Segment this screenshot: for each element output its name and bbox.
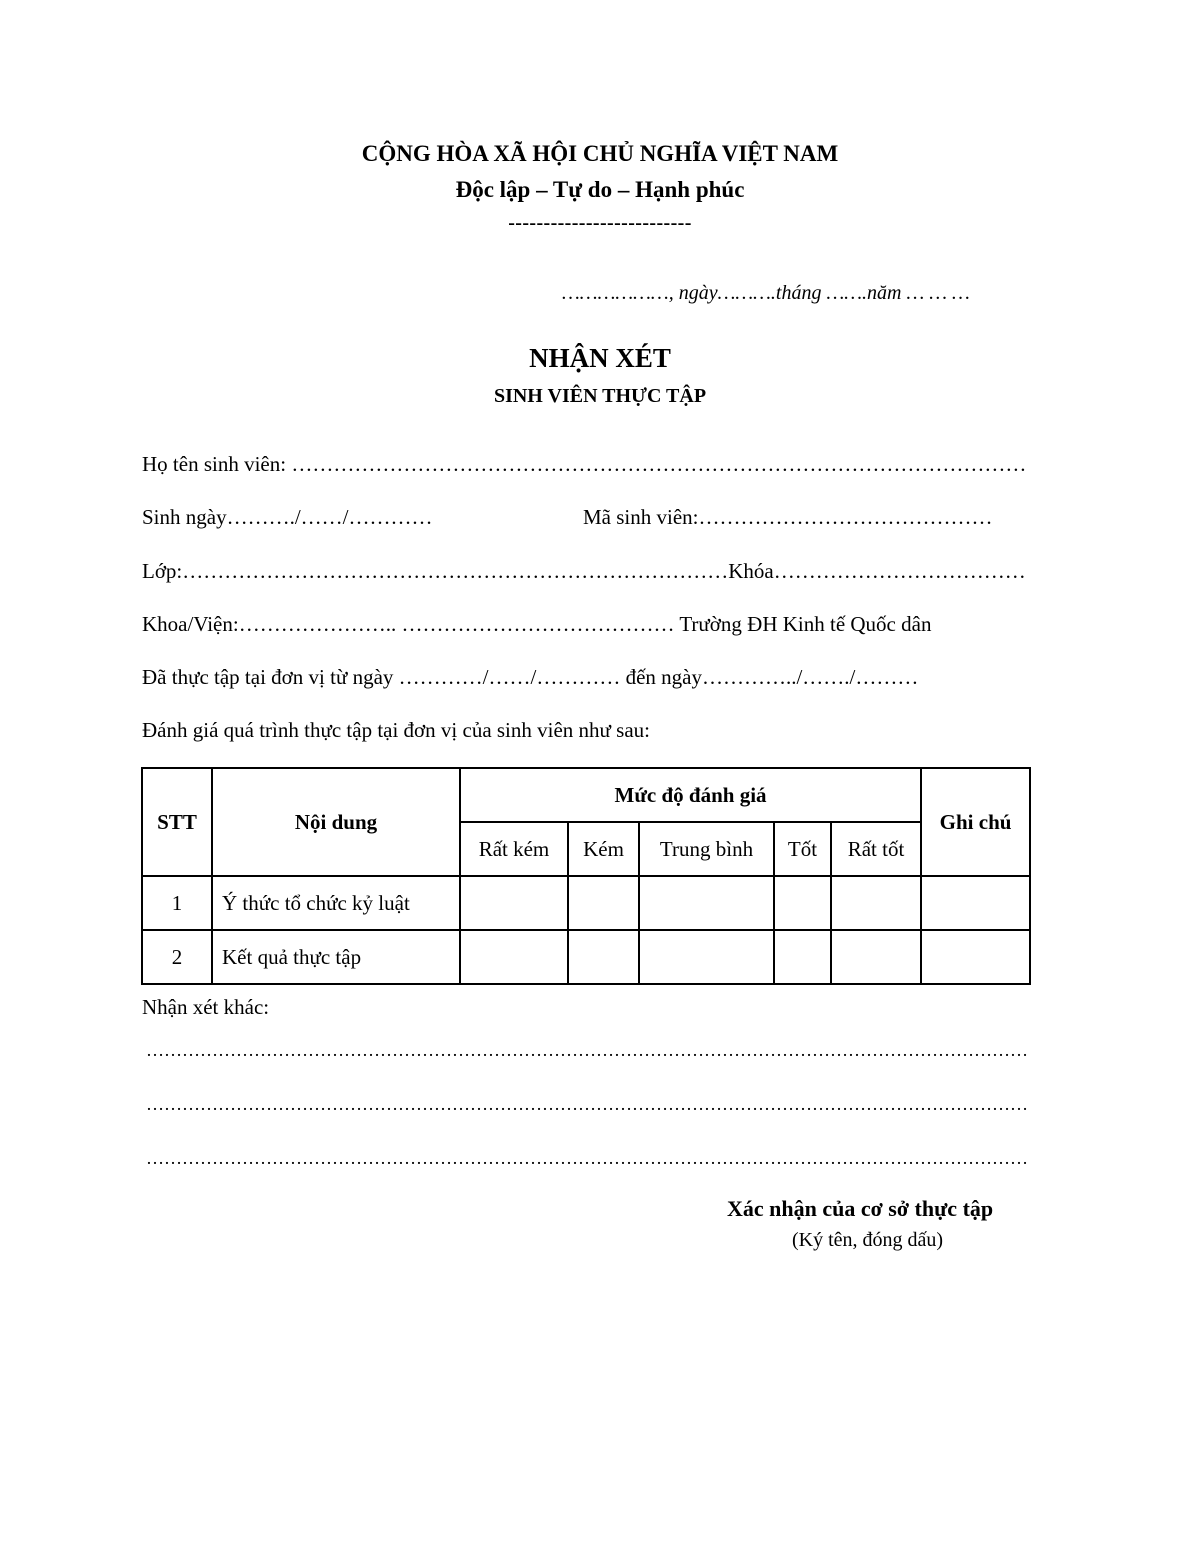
student-id-field: Mã sinh viên:…………………………………… bbox=[583, 505, 993, 529]
rating-cell[interactable] bbox=[460, 930, 568, 984]
signature-note: (Ký tên, đóng dấu) bbox=[792, 1229, 944, 1251]
document-subtitle: SINH VIÊN THỰC TẬP bbox=[493, 385, 707, 407]
faculty-field: Khoa/Viện:………………….. ………………………………… Trường ĐH Kinh tế Quốc dân bbox=[142, 612, 932, 636]
rating-cell[interactable] bbox=[460, 876, 568, 930]
level-poor: Kém bbox=[568, 822, 639, 876]
header-stt: STT bbox=[142, 768, 212, 876]
confirmation-title: Xác nhận của cơ sở thực tập bbox=[727, 1196, 994, 1221]
comment-line[interactable]: ………………………………………………………………………………………………………………………………… bbox=[146, 1148, 1028, 1168]
note-cell[interactable] bbox=[921, 930, 1030, 984]
row-stt: 2 bbox=[142, 930, 212, 984]
student-name-field: Họ tên sinh viên: …………………………………………………………………………………………… bbox=[142, 452, 1027, 476]
rating-cell[interactable] bbox=[831, 930, 921, 984]
level-very-good: Rất tốt bbox=[831, 822, 921, 876]
table-row bbox=[142, 876, 1030, 930]
class-field: Lớp:……………………………………………………………………Khóa……………………………… bbox=[142, 559, 1026, 583]
rating-cell[interactable] bbox=[831, 876, 921, 930]
header-content: Nội dung bbox=[212, 768, 460, 876]
evaluation-intro: Đánh giá quá trình thực tập tại đơn vị của sinh viên như sau: bbox=[142, 718, 651, 742]
national-motto: Độc lập – Tự do – Hạnh phúc bbox=[455, 177, 745, 202]
level-good: Tốt bbox=[774, 822, 831, 876]
rating-cell[interactable] bbox=[774, 876, 831, 930]
level-average: Trung bình bbox=[639, 822, 774, 876]
note-cell[interactable] bbox=[921, 876, 1030, 930]
rating-cell[interactable] bbox=[774, 930, 831, 984]
document-title: NHẬN XÉT bbox=[529, 343, 671, 373]
other-comments-label: Nhận xét khác: bbox=[142, 995, 270, 1019]
rating-cell[interactable] bbox=[568, 930, 639, 984]
header-note: Ghi chú bbox=[921, 768, 1030, 876]
rating-cell[interactable] bbox=[639, 930, 774, 984]
rating-cell[interactable] bbox=[568, 876, 639, 930]
comment-line[interactable]: ………………………………………………………………………………………………………………………………… bbox=[146, 1094, 1028, 1114]
row-content: Ý thức tổ chức kỷ luật bbox=[212, 876, 460, 930]
rating-cell[interactable] bbox=[639, 876, 774, 930]
table-row bbox=[142, 930, 1030, 984]
date-line: ………………, ngày……….tháng …….năm … … … bbox=[562, 282, 970, 304]
header-separator: -------------------------- bbox=[508, 212, 692, 234]
row-stt: 1 bbox=[142, 876, 212, 930]
internship-period-field: Đã thực tập tại đơn vị từ ngày …………/……/………… đến ngày…………../……./……… bbox=[142, 665, 919, 689]
birth-date-field: Sinh ngày………./……/………… bbox=[142, 505, 433, 529]
evaluation-table bbox=[141, 767, 1031, 985]
level-very-poor: Rất kém bbox=[460, 822, 568, 876]
comment-line[interactable]: ………………………………………………………………………………………………………………………………… bbox=[146, 1040, 1028, 1060]
header-level: Mức độ đánh giá bbox=[460, 768, 921, 822]
row-content: Kết quả thực tập bbox=[212, 930, 460, 984]
national-title: CỘNG HÒA XÃ HỘI CHỦ NGHĨA VIỆT NAM bbox=[361, 141, 839, 166]
